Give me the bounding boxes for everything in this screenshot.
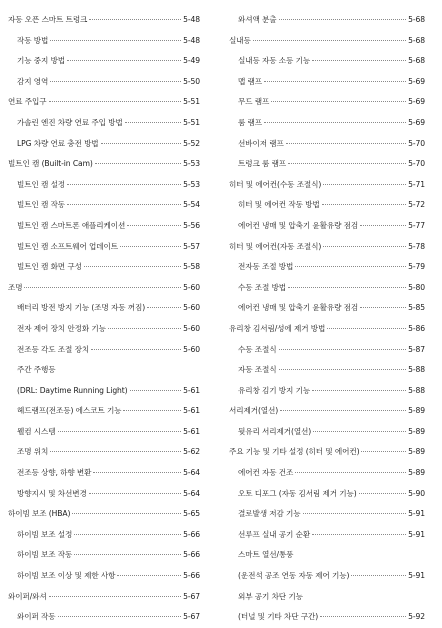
toc-entry-title: 선루프 실내 공기 순환 — [238, 529, 311, 539]
toc-page-number: 5-57 — [183, 241, 200, 251]
dot-leader — [91, 349, 181, 350]
toc-page-number: 5-91 — [408, 509, 425, 519]
dot-leader — [84, 266, 181, 267]
toc-subentry — [229, 10, 425, 31]
toc-page-number: 5-60 — [183, 303, 200, 313]
dot-leader — [67, 60, 181, 61]
dot-leader — [361, 451, 406, 452]
toc-entry-title: 연료 주입구 — [8, 97, 47, 107]
toc-page-number: 5-52 — [183, 138, 200, 148]
toc-entry-title: 주요 기능 및 기타 설정 (히터 및 에어컨) — [229, 447, 360, 457]
toc-page-number: 5-68 — [408, 35, 425, 45]
toc-page-number: 5-61 — [183, 426, 200, 436]
toc-entry-title: 스마트 열선/통풍 — [238, 550, 294, 560]
dot-leader — [67, 204, 181, 205]
toc-entry-title: 웰컴 시스템 — [17, 426, 56, 436]
toc-subentry — [8, 463, 200, 484]
toc-page-number: 5-69 — [408, 97, 425, 107]
toc-subentry — [229, 113, 425, 134]
toc-page-number: 5-90 — [408, 488, 425, 498]
toc-subentry — [229, 92, 425, 113]
toc-subentry — [229, 51, 425, 72]
dot-leader — [351, 575, 406, 576]
toc-page-number: 5-62 — [183, 447, 200, 457]
toc-subentry — [8, 607, 200, 628]
dot-leader — [108, 328, 181, 329]
toc-page-number: 5-67 — [183, 612, 200, 622]
toc-subentry — [8, 113, 200, 134]
toc-entry — [229, 319, 425, 340]
toc-subentry — [8, 401, 200, 422]
toc-entry-title: 조명 — [8, 282, 23, 292]
toc-entry-title: 기능 중지 방법 — [17, 56, 66, 66]
toc-page-number: 5-66 — [183, 571, 200, 581]
toc-page-number: 5-89 — [408, 406, 425, 416]
toc-entry — [8, 587, 200, 608]
toc-page-number: 5-56 — [183, 220, 200, 230]
toc-entry-title: 감지 영역 — [17, 76, 49, 86]
dot-leader — [286, 143, 406, 144]
toc-subentry — [229, 340, 425, 361]
dot-leader — [125, 122, 182, 123]
toc-entry-title: 하이빔 보조 (HBA) — [8, 509, 71, 519]
toc-page-number: 5-48 — [183, 15, 200, 24]
toc-entry-title: 빌트인 캠 설정 — [17, 179, 66, 189]
dot-leader — [288, 287, 406, 288]
dot-leader — [49, 596, 182, 597]
dot-leader — [58, 616, 182, 617]
toc-subentry — [8, 51, 200, 72]
dot-leader — [320, 616, 406, 617]
toc-subentry — [8, 72, 200, 93]
toc-entry-title: 빌트인 캠 작동 — [17, 200, 66, 210]
toc-entry-title: 전조등 상향, 하향 변환 — [17, 468, 92, 478]
toc-subentry — [229, 154, 425, 175]
toc-entry-title: 외부 공기 차단 기능 — [238, 591, 303, 601]
toc-page-number: 5-70 — [408, 159, 425, 169]
toc-entry-title: 주간 주행등 — [17, 365, 56, 375]
toc-subentry — [229, 216, 425, 237]
toc-page-number: 5-53 — [183, 159, 200, 169]
toc-entry-title: 와이퍼/와셔 — [8, 591, 47, 601]
dot-leader — [95, 163, 181, 164]
toc-subentry — [8, 566, 200, 587]
toc-subentry — [8, 31, 200, 52]
toc-page-number: 5-91 — [408, 529, 425, 539]
toc-subentry — [8, 319, 200, 340]
toc-subentry — [8, 175, 200, 196]
toc-entry-title: 에어컨 자동 건조 — [238, 468, 294, 478]
toc-entry-title: 실내등 — [229, 35, 251, 45]
toc-entry-title: 가솔린 엔진 차량 연료 주입 방법 — [17, 117, 123, 127]
toc-subentry — [8, 442, 200, 463]
toc-entry-title: 실내등 자동 소등 기능 — [238, 56, 311, 66]
toc-page-number: 5-64 — [183, 468, 200, 478]
toc-page-number: 5-89 — [408, 447, 425, 457]
toc-page-number: 5-89 — [408, 468, 425, 478]
toc-subentry — [229, 278, 425, 299]
toc-entry-title: 자동 오픈 스마트 트렁크 — [8, 15, 88, 24]
toc-entry-title: 와셔액 분출 — [238, 15, 277, 24]
toc-subentry — [229, 545, 425, 566]
dot-leader — [288, 163, 406, 164]
dot-leader — [312, 390, 406, 391]
toc-page-number: 5-88 — [408, 385, 425, 395]
toc-page-number: 5-51 — [183, 117, 200, 127]
toc-page-number: 5-77 — [408, 220, 425, 230]
toc-entry-title: 히터 및 에어컨 작동 방법 — [238, 200, 320, 210]
dot-leader — [120, 246, 181, 247]
dot-leader — [130, 390, 182, 391]
toc-subentry — [229, 587, 425, 608]
toc-subentry — [8, 340, 200, 361]
toc-entry-title: 전자 제어 장치 안정화 기능 — [17, 323, 106, 333]
dot-leader — [327, 328, 406, 329]
toc-entry-title: 룸 램프 — [238, 117, 263, 127]
dot-leader — [74, 534, 181, 535]
toc-subentry — [229, 360, 425, 381]
toc-page-number: 5-80 — [408, 282, 425, 292]
toc-entry-title: 조명 위치 — [17, 447, 49, 457]
toc-subentry — [8, 134, 200, 155]
toc-subentry — [229, 298, 425, 319]
toc-page-number: 5-69 — [408, 76, 425, 86]
toc-entry-title: 서리제거(열선) — [229, 406, 279, 416]
toc-page-number: 5-66 — [183, 550, 200, 560]
toc-entry-title: 전자동 조절 방법 — [238, 262, 294, 272]
toc-left-column — [8, 10, 200, 628]
toc-entry-title: 선바이저 램프 — [238, 138, 284, 148]
toc-entry-title: 무드 램프 — [238, 97, 270, 107]
toc-page-number: 5-69 — [408, 117, 425, 127]
toc-entry-title: 뒷유리 서리제거(열선) — [238, 426, 312, 436]
toc-page-number: 5-88 — [408, 365, 425, 375]
toc-page-number: 5-78 — [408, 241, 425, 251]
dot-leader — [313, 431, 406, 432]
toc-subentry — [229, 134, 425, 155]
toc-entry-title: 수동 조절식 — [238, 344, 277, 354]
toc-entry-title: 빌트인 캠 화면 구성 — [17, 262, 82, 272]
toc-entry-title: 하이빔 보조 작동 — [17, 550, 73, 560]
toc-subentry — [8, 545, 200, 566]
toc-page-number: 5-67 — [183, 591, 200, 601]
dot-leader — [295, 266, 406, 267]
toc-subentry — [8, 360, 200, 381]
toc-page-number: 5-64 — [183, 488, 200, 498]
toc-entry — [229, 442, 425, 463]
dot-leader — [322, 204, 407, 205]
toc-page-number: 5-87 — [408, 344, 425, 354]
toc-page-number: 5-61 — [183, 385, 200, 395]
toc-page-number: 5-58 — [183, 262, 200, 272]
toc-entry — [229, 401, 425, 422]
toc-entry-title: 히터 및 에어컨(자동 조절식) — [229, 241, 322, 251]
toc-subentry — [8, 525, 200, 546]
toc-entry — [229, 31, 425, 52]
dot-leader — [93, 472, 181, 473]
toc-subentry — [229, 525, 425, 546]
toc-subentry — [229, 566, 425, 587]
toc-page-number: 5-50 — [183, 76, 200, 86]
dot-leader — [89, 19, 181, 20]
toc-entry — [8, 92, 200, 113]
toc-entry-title: 하이빔 보조 이상 및 제한 사항 — [17, 571, 116, 581]
dot-leader — [117, 575, 181, 576]
toc-entry-title: 방향지시 및 차선변경 — [17, 488, 87, 498]
toc-entry-title: LPG 차량 연료 충전 방법 — [17, 138, 99, 148]
toc-page-number: 5-48 — [183, 35, 200, 45]
toc-entry-title: 작동 방법 — [17, 35, 49, 45]
toc-page-number: 5-65 — [183, 509, 200, 519]
toc-subentry — [229, 195, 425, 216]
toc-entry-title: 에어컨 냉매 및 압축기 윤활유량 점검 — [238, 220, 359, 230]
toc-page-number: 5-68 — [408, 15, 425, 24]
toc-subentry — [229, 257, 425, 278]
toc-entry-title: (터널 및 기타 차단 구간) — [238, 612, 319, 622]
toc-page-number: 5-60 — [183, 323, 200, 333]
toc-page-number: 5-68 — [408, 56, 425, 66]
toc-entry-title: 빌트인 캠 (Built-in Cam) — [8, 159, 93, 169]
dot-leader — [279, 19, 407, 20]
dot-leader — [67, 184, 181, 185]
dot-leader — [89, 493, 181, 494]
toc-entry-title: 전조등 각도 조절 장치 — [17, 344, 90, 354]
toc-entry-title: 히터 및 에어컨(수동 조절식) — [229, 179, 322, 189]
toc-entry-title: 결로발생 저감 기능 — [238, 509, 301, 519]
toc-page-number: 5-60 — [183, 344, 200, 354]
toc-subentry — [229, 607, 425, 628]
dot-leader — [101, 143, 182, 144]
toc-page-number: 5-92 — [408, 612, 425, 622]
toc-entry — [8, 154, 200, 175]
toc-subentry — [229, 381, 425, 402]
toc-subentry — [8, 422, 200, 443]
toc-entry — [229, 175, 425, 196]
toc-page-number: 5-91 — [408, 571, 425, 581]
toc-page-number: 5-85 — [408, 303, 425, 313]
toc-page-number: 5-53 — [183, 179, 200, 189]
toc-entry-title: 빌트인 캠 소프트웨어 업데이트 — [17, 241, 119, 251]
toc-entry-title: 헤드램프(전조등) 에스코트 기능 — [17, 406, 122, 416]
toc-page-number: 5-72 — [408, 200, 425, 210]
toc-page-number: 5-71 — [408, 179, 425, 189]
dot-leader — [49, 101, 182, 102]
dot-leader — [253, 40, 406, 41]
toc-page-number: 5-79 — [408, 262, 425, 272]
dot-leader — [279, 349, 407, 350]
toc-entry-title: 수동 조절 방법 — [238, 282, 287, 292]
toc-subentry — [229, 422, 425, 443]
toc-entry — [8, 10, 200, 31]
dot-leader — [123, 410, 181, 411]
toc-entry-title: 유리창 김기 방지 기능 — [238, 385, 311, 395]
dot-leader — [264, 122, 406, 123]
toc-subentry — [8, 237, 200, 258]
dot-leader — [147, 307, 181, 308]
toc-page-number: 5-86 — [408, 323, 425, 333]
toc-page-number: 5-89 — [408, 426, 425, 436]
toc-entry-title: 배터리 방전 방지 기능 (조명 자동 꺼짐) — [17, 303, 146, 313]
dot-leader — [279, 369, 407, 370]
toc-entry-title: 맵 램프 — [238, 76, 263, 86]
toc-subentry — [8, 216, 200, 237]
dot-leader — [323, 246, 406, 247]
dot-leader — [271, 101, 406, 102]
dot-leader — [72, 513, 181, 514]
dot-leader — [323, 184, 406, 185]
toc-subentry — [8, 257, 200, 278]
toc-page-number: 5-66 — [183, 529, 200, 539]
dot-leader — [50, 451, 181, 452]
dot-leader — [24, 287, 181, 288]
toc-subentry — [8, 195, 200, 216]
dot-leader — [360, 225, 406, 226]
toc-page-number: 5-61 — [183, 406, 200, 416]
toc-entry-title: 빌트인 캠 스마트폰 애플리케이션 — [17, 220, 126, 230]
dot-leader — [127, 225, 181, 226]
dot-leader — [74, 554, 181, 555]
toc-page-number: 5-70 — [408, 138, 425, 148]
toc-entry-title: (운전석 공조 연동 자동 제어 기능) — [238, 571, 350, 581]
dot-leader — [303, 513, 407, 514]
toc-entry-title: 오토 디포그 (자동 김서림 제거 기능) — [238, 488, 357, 498]
dot-leader — [50, 40, 181, 41]
toc-entry-title: (DRL: Daytime Running Light) — [17, 385, 128, 395]
toc-entry — [229, 237, 425, 258]
dot-leader — [50, 81, 181, 82]
toc-entry-title: 에어컨 냉매 및 압축기 윤활유량 점검 — [238, 303, 359, 313]
dot-leader — [312, 60, 406, 61]
toc-entry — [8, 278, 200, 299]
toc-entry-title: 트렁크 룸 램프 — [238, 159, 287, 169]
dot-leader — [58, 431, 182, 432]
dot-leader — [295, 472, 406, 473]
toc-subentry — [229, 72, 425, 93]
toc-right-column — [229, 10, 425, 628]
toc-entry-title: 와이퍼 작동 — [17, 612, 56, 622]
dot-leader — [312, 534, 406, 535]
toc-subentry — [8, 298, 200, 319]
toc-entry-title: 유리창 김서림/성에 제거 방법 — [229, 323, 326, 333]
dot-leader — [264, 81, 406, 82]
dot-leader — [360, 307, 406, 308]
toc-page-number: 5-49 — [183, 56, 200, 66]
toc-subentry — [229, 484, 425, 505]
toc-subentry — [8, 484, 200, 505]
toc-subentry — [229, 463, 425, 484]
toc-page-number: 5-54 — [183, 200, 200, 210]
dot-leader — [280, 410, 406, 411]
toc-subentry — [8, 381, 200, 402]
dot-leader — [359, 493, 407, 494]
toc-entry-title: 자동 조절식 — [238, 365, 277, 375]
toc-entry-title: 하이빔 보조 설정 — [17, 529, 73, 539]
toc-page-number: 5-60 — [183, 282, 200, 292]
toc-page-number: 5-51 — [183, 97, 200, 107]
